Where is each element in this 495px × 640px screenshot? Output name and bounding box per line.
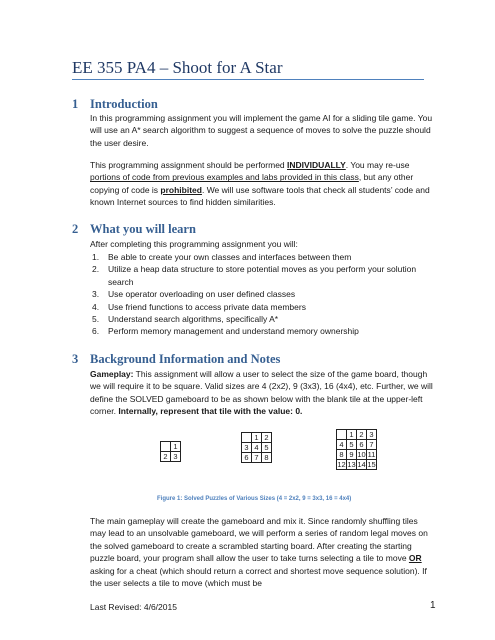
section-number: 2 bbox=[72, 222, 79, 236]
puzzle-row bbox=[242, 443, 272, 453]
puzzle-tile: 2 bbox=[161, 452, 171, 462]
puzzle-tile: 2 bbox=[357, 430, 367, 440]
reuse-emphasis: portions of code from previous examples and labs provided in this class bbox=[90, 172, 359, 183]
list-item bbox=[92, 263, 434, 288]
puzzle-tile: 7 bbox=[367, 440, 377, 450]
list-item bbox=[92, 251, 434, 263]
intro-text: This programming assignment should be performed bbox=[90, 160, 288, 170]
list-number: 3. bbox=[92, 289, 100, 300]
list-item bbox=[92, 313, 434, 325]
puzzle-tile: 10 bbox=[357, 450, 366, 459]
section-number: 3 bbox=[72, 352, 79, 366]
intro-paragraph-2 bbox=[90, 159, 435, 209]
blank-tile bbox=[337, 430, 347, 440]
list-item bbox=[92, 301, 434, 313]
puzzle-tile: 9 bbox=[347, 450, 357, 460]
footer-revised: Last Revised: 4/6/2015 bbox=[90, 602, 177, 612]
background-paragraph-2 bbox=[90, 515, 435, 589]
learn-lead: After completing this programming assignment you will: bbox=[90, 239, 298, 249]
section-title: Introduction bbox=[90, 97, 158, 111]
gameplay-label: Gameplay: bbox=[90, 369, 134, 379]
learn-list bbox=[92, 251, 434, 338]
puzzle-row bbox=[337, 430, 377, 440]
intro-paragraph-1: In this programming assignment you will implement the game AI for a sliding tile game. You will use an A* search algorithm to suggest a sequence of moves to solve the puzzle should the user desire. bbox=[90, 113, 433, 148]
list-text: Utilize a heap data structure to store potential moves as you perform your solution search bbox=[108, 264, 417, 287]
list-text: Perform memory management and understand memory ownership bbox=[108, 326, 359, 337]
puzzle-row bbox=[242, 453, 272, 463]
puzzle-tile: 7 bbox=[252, 453, 262, 463]
puzzle-tile: 12 bbox=[337, 460, 346, 469]
puzzle-tile: 8 bbox=[337, 450, 347, 460]
figure-caption: Figure 1: Solved Puzzles of Various Sizes (4 = 2x2, 9 = 3x3, 16 = 4x4) bbox=[157, 496, 352, 502]
list-number: 1. bbox=[92, 252, 100, 262]
individually-emphasis: INDIVIDUALLY bbox=[287, 160, 346, 170]
puzzle-tile: 1 bbox=[252, 433, 262, 443]
list-number: 2. bbox=[92, 264, 100, 275]
puzzle-row bbox=[337, 440, 377, 450]
list-number: 4. bbox=[92, 301, 100, 312]
puzzle-tile: 14 bbox=[357, 460, 366, 469]
list-number: 6. bbox=[92, 326, 100, 337]
section-title: Background Information and Notes bbox=[90, 352, 281, 366]
section-heading-what-you-will-learn bbox=[72, 222, 196, 237]
intro-text: . You may re-use bbox=[345, 160, 410, 170]
puzzle-row bbox=[337, 460, 377, 470]
list-number: 5. bbox=[92, 314, 100, 325]
section-heading-introduction bbox=[72, 97, 158, 112]
list-text: Be able to create your own classes and interfaces between them bbox=[108, 252, 352, 262]
puzzle-4x4 bbox=[336, 429, 377, 470]
puzzle-tile: 2 bbox=[262, 433, 272, 443]
section-heading-background bbox=[72, 352, 280, 367]
page-number: 1 bbox=[430, 600, 436, 611]
puzzle-2x2 bbox=[160, 441, 181, 462]
blank-tile bbox=[161, 442, 171, 452]
puzzle-3x3 bbox=[241, 432, 272, 463]
background-text: This assignment will allow a user to select the size of the game board, though we will require it to be square. Valid sizes are 4 (2x2), 9 (3x3), 16 (4x4), etc. Further, we will define the SOLVED gameboard to be as shown below with the blank tile at the upper-left corner. bbox=[90, 369, 433, 417]
puzzle-tile: 13 bbox=[347, 460, 356, 469]
or-emphasis: OR bbox=[408, 553, 422, 564]
puzzle-tile: 1 bbox=[347, 430, 357, 440]
prohibited-emphasis: prohibited bbox=[160, 184, 202, 195]
puzzle-row bbox=[161, 452, 181, 462]
blank-tile bbox=[242, 433, 252, 443]
puzzle-tile: 3 bbox=[367, 430, 377, 440]
list-item bbox=[92, 288, 434, 300]
puzzle-row bbox=[161, 442, 181, 452]
puzzle-tile: 1 bbox=[171, 442, 181, 452]
puzzle-tile: 4 bbox=[252, 443, 262, 453]
puzzle-tile: 6 bbox=[357, 440, 367, 450]
puzzle-tile: 4 bbox=[337, 440, 347, 450]
intro-text: . We will use software tools that check all students’ code and known Internet sources to find hidden similarities. bbox=[90, 184, 430, 208]
list-text: Use operator overloading on user defined classes bbox=[108, 289, 296, 300]
puzzle-tile: 5 bbox=[347, 440, 357, 450]
title-underline bbox=[72, 79, 424, 80]
puzzle-row bbox=[337, 450, 377, 460]
puzzle-tile: 3 bbox=[242, 443, 252, 453]
list-text: Understand search algorithms, specifically A* bbox=[108, 314, 279, 325]
section-title: What you will learn bbox=[90, 222, 196, 236]
background-text: asking for a cheat (which should return a correct and shortest move sequence solution). If the user selects a tile to move (which must be bbox=[90, 565, 427, 589]
puzzle-tile: 11 bbox=[367, 450, 376, 459]
section-number: 1 bbox=[72, 97, 79, 111]
intro-text: , but any other copying of code is bbox=[90, 172, 414, 195]
puzzle-tile: 5 bbox=[262, 443, 272, 453]
background-paragraph-1 bbox=[90, 368, 435, 418]
document-title: EE 355 PA4 – Shoot for A Star bbox=[72, 58, 283, 77]
puzzle-tile: 6 bbox=[242, 453, 252, 463]
puzzle-tile: 3 bbox=[171, 452, 181, 462]
puzzle-row bbox=[242, 433, 272, 443]
puzzle-tile: 15 bbox=[367, 460, 376, 469]
background-text: The main gameplay will create the gameboard and mix it. Since randomly shuffling tiles may lead to an unsolvable gameboard, we will perform a series of random legal moves on the solved gameboard to create a scrambled starting board. After creating the starting puzzle board, your program shall allow the user to take turns selecting a tile to move bbox=[90, 516, 428, 564]
list-text: Use friend functions to access private data members bbox=[108, 301, 306, 312]
list-item bbox=[92, 325, 434, 337]
puzzle-tile: 8 bbox=[262, 453, 272, 463]
internal-tile-note: Internally, represent that tile with the value: 0. bbox=[118, 406, 303, 417]
